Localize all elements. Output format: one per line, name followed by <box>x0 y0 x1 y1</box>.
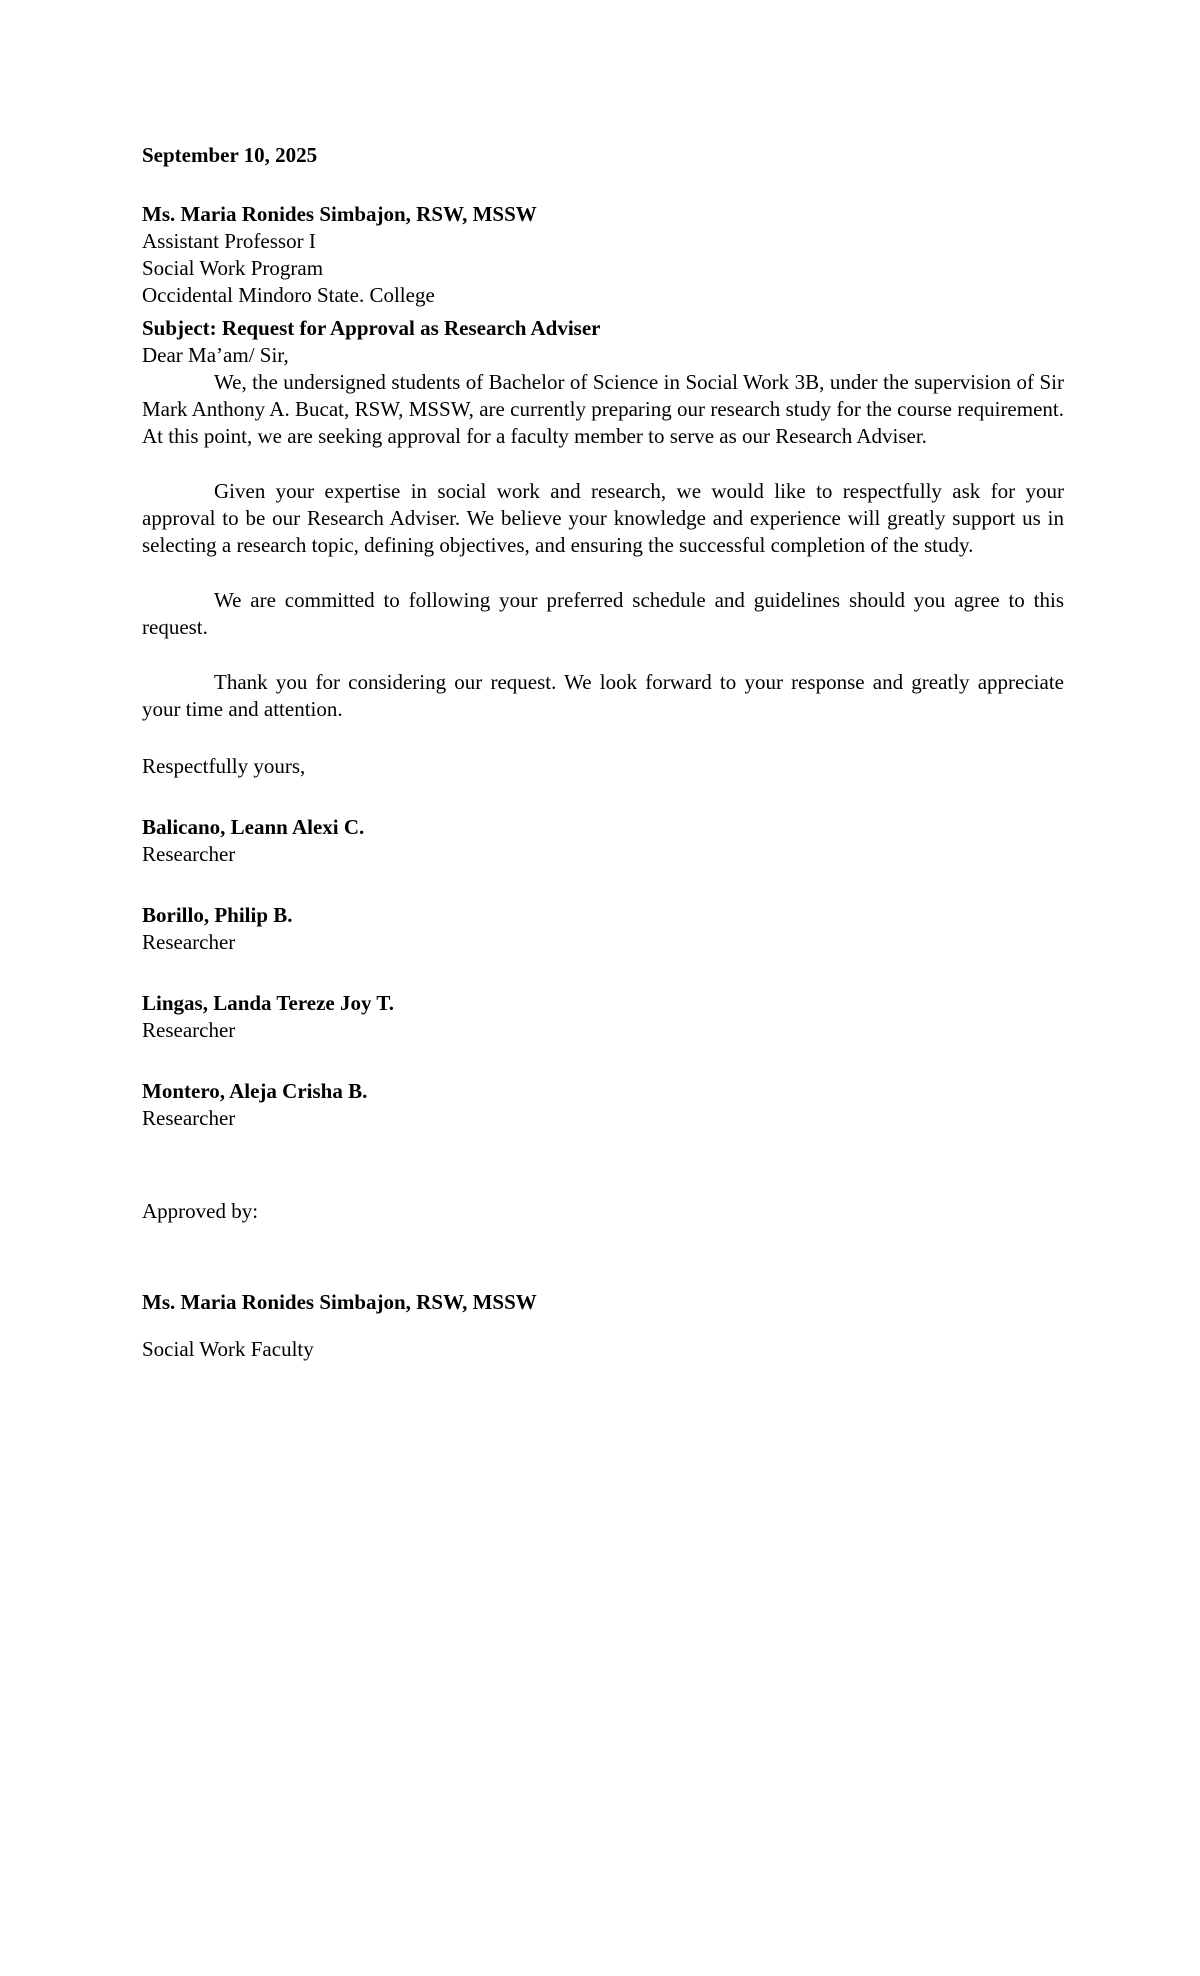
letter-page <box>142 142 1064 1363</box>
recipient-institution: Occidental Mindoro State. College <box>142 283 435 307</box>
signatory <box>142 902 1064 956</box>
approved-by-label: Approved by: <box>142 1199 259 1223</box>
signatory <box>142 990 1064 1044</box>
recipient-name: Ms. Maria Ronides Simbajon, RSW, MSSW <box>142 202 537 226</box>
recipient-department: Social Work Program <box>142 256 324 280</box>
signatory-name: Montero, Aleja Crisha B. <box>142 1079 368 1103</box>
signatory <box>142 814 1064 868</box>
signatory <box>142 1078 1064 1132</box>
recipient-block <box>142 201 1064 309</box>
letter-closing: Respectfully yours, <box>142 754 306 778</box>
signatory-role: Researcher <box>142 930 236 954</box>
signatory-role: Researcher <box>142 842 236 866</box>
signatories-list <box>142 814 1064 1132</box>
body-paragraph: We, the undersigned students of Bachelor of Science in Social Work 3B, under the supervision of Sir Mark Anthony A. Bucat, RSW, MSSW, are currently preparing our research study for the course requirement. At this point, we are seeking approval for a faculty member to serve as our Research Adviser. <box>142 370 1064 448</box>
recipient-position: Assistant Professor I <box>142 229 316 253</box>
letter-body <box>142 369 1064 723</box>
approver-title: Social Work Faculty <box>142 1337 314 1361</box>
letter-salutation: Dear Ma’am/ Sir, <box>142 343 289 367</box>
signatory-role: Researcher <box>142 1106 236 1130</box>
signatory-name: Borillo, Philip B. <box>142 903 293 927</box>
body-paragraph: Given your expertise in social work and research, we would like to respectfully ask for your approval to be our Research Adviser. We believe your knowledge and experience will greatly support us in selecting a research topic, defining objectives, and ensuring the successful completion of the study. <box>142 479 1064 557</box>
body-paragraph: Thank you for considering our request. We look forward to your response and greatly appreciate your time and attention. <box>142 670 1064 721</box>
letter-date: September 10, 2025 <box>142 143 318 167</box>
approver-name: Ms. Maria Ronides Simbajon, RSW, MSSW <box>142 1290 537 1314</box>
signatory-name: Balicano, Leann Alexi C. <box>142 815 365 839</box>
signatory-role: Researcher <box>142 1018 236 1042</box>
signatory-name: Lingas, Landa Tereze Joy T. <box>142 991 395 1015</box>
body-paragraph: We are committed to following your preferred schedule and guidelines should you agree to this request. <box>142 588 1064 639</box>
letter-subject: Subject: Request for Approval as Research Adviser <box>142 316 601 340</box>
